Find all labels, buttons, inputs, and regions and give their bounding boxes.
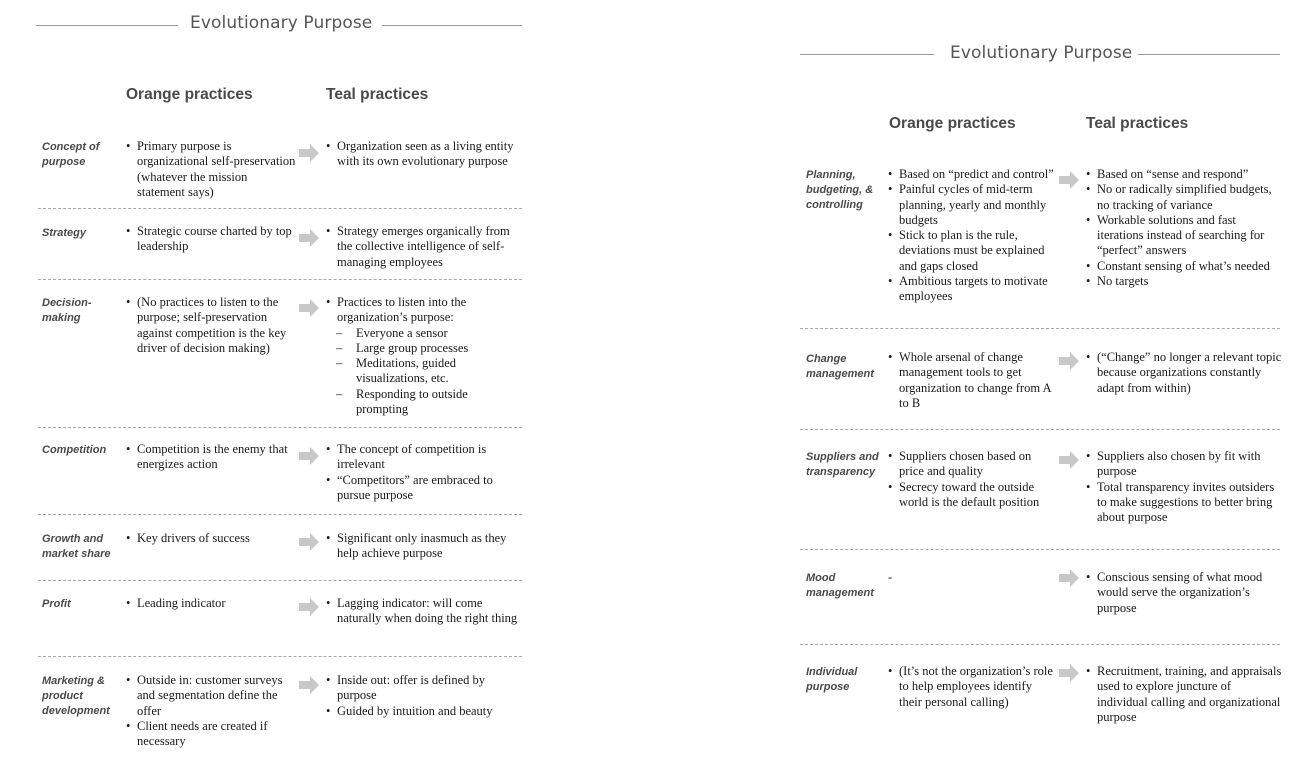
teal-cell-competition [326,442,522,503]
orange-practices-header: Orange practices [889,115,1016,132]
panel-title: Evolutionary Purpose [950,43,1133,63]
arrow-icon [1059,171,1079,189]
teal-cell-profit [326,596,522,627]
sub-list-item: – Large group processes [336,341,522,356]
arrow-icon [1059,352,1079,370]
empty-dash: - [888,570,893,584]
list-item: • Workable solutions and fast iterations instead of searching for “perfect” answers [1086,213,1282,259]
row-divider [38,279,522,280]
row-divider [38,208,522,209]
row-label-concept-of-purpose: Concept of purpose [42,141,100,168]
list-item: • Total transparency invites outsiders to make suggestions to better bring about purpose [1086,480,1282,526]
arrow-icon [299,299,319,317]
list-item: • Organization seen as a living entity with its own evolutionary purpose [326,139,522,170]
list-item: • Recruitment, training, and appraisals used to explore juncture of individual calling and organizational purpose [1086,664,1282,725]
sub-list-item: – Meditations, guided visualizations, etc. [336,356,522,387]
orange-cell-individual-purpose [888,664,1056,710]
row-label-decision-making: Decision-making [42,297,92,324]
list-item: • Significant only inasmuch as they help achieve purpose [326,531,522,562]
list-item: • Painful cycles of mid-term planning, yearly and monthly budgets [888,182,1056,228]
row-label-individual-purpose: Individual purpose [806,666,858,693]
list-item: • Leading indicator [126,596,296,611]
row-divider [800,549,1280,550]
list-item: • Outside in: customer surveys and segmentation define the offer [126,673,296,719]
list-item: • No or radically simplified budgets, no tracking of variance [1086,182,1282,213]
teal-practices-header: Teal practices [1086,115,1189,132]
row-label-competition: Competition [42,444,107,456]
teal-cell-suppliers [1086,449,1282,525]
list-item: • Whole arsenal of change management tools to get organization to change from A to B [888,350,1056,411]
arrow-icon [299,447,319,465]
orange-cell-growth-and-market-share [126,531,296,546]
row-label-suppliers-and-transparency: Suppliers and transparency [806,451,879,478]
list-item: • Secrecy toward the outside world is the default position [888,480,1056,511]
list-item: • Strategy emerges organically from the collective intelligence of self-managing employees [326,224,522,270]
row-label-planning-budgeting-controlling: Planning, budgeting, & controlling [806,169,874,211]
arrow-icon [299,144,319,162]
orange-cell-mood-management [888,570,1056,585]
arrow-icon [1059,569,1079,587]
row-label-mood-management: Mood management [806,572,874,599]
row-label-strategy: Strategy [42,227,87,239]
orange-cell-profit [126,596,296,611]
teal-cell-marketing-product-development [326,673,522,719]
row-label-marketing-product-development: Marketing & product development [42,675,110,717]
list-item: • Competition is the enemy that energizes action [126,442,296,473]
orange-cell-concept-of-purpose [126,139,296,200]
list-item: • Key drivers of success [126,531,296,546]
orange-cell-planning [888,167,1056,305]
row-divider [800,328,1280,329]
list-item: • Conscious sensing of what mood would serve the organization’s purpose [1086,570,1282,616]
arrow-icon [299,533,319,551]
row-divider [800,429,1280,430]
teal-cell-change-management [1086,350,1282,396]
list-item: • Primary purpose is organizational self-preservation (whatever the mission statement says) [126,139,296,200]
list-item: • Based on “predict and control” [888,167,1056,182]
arrow-icon [299,598,319,616]
orange-cell-marketing-product-development [126,673,296,749]
teal-cell-mood-management [1086,570,1282,616]
list-item: • (It’s not the organization’s role to help employees identify their personal calling) [888,664,1056,710]
teal-cell-concept-of-purpose [326,139,522,170]
sub-list-item: – Responding to outside prompting [336,387,522,418]
arrow-icon [299,229,319,247]
list-item: • Inside out: offer is defined by purpose [326,673,522,704]
arrow-icon [1059,664,1079,682]
list-item: • Suppliers chosen based on price and quality [888,449,1056,480]
title-rule-right [382,25,522,26]
list-item: • Client needs are created if necessary [126,719,296,750]
orange-cell-decision-making [126,295,296,356]
row-divider [38,580,522,581]
orange-cell-suppliers [888,449,1056,510]
teal-cell-individual-purpose [1086,664,1282,725]
sub-list-item: – Everyone a sensor [336,326,522,341]
row-label-profit: Profit [42,598,71,610]
teal-cell-growth-and-market-share [326,531,522,562]
list-item: • Suppliers also chosen by fit with purpose [1086,449,1282,480]
list-item: • (“Change” no longer a relevant topic because organizations constantly adapt from within) [1086,350,1282,396]
orange-practices-header: Orange practices [126,86,253,103]
list-item: • Practices to listen into the organization’s purpose: [326,295,522,326]
teal-practices-header: Teal practices [326,86,429,103]
arrow-icon [299,676,319,694]
arrow-icon [1059,451,1079,469]
list-item: • Guided by intuition and beauty [326,704,522,719]
row-divider [800,644,1280,645]
orange-cell-strategy [126,224,296,255]
list-item: • (No practices to listen to the purpose; self-preservation against competition is the key driver of decision making) [126,295,296,356]
list-item: • Stick to plan is the rule, deviations must be explained and gaps closed [888,228,1056,274]
row-label-growth-and-market-share: Growth and market share [42,533,111,560]
list-item: • “Competitors” are embraced to pursue purpose [326,473,522,504]
list-item: • Strategic course charted by top leadership [126,224,296,255]
row-divider [38,656,522,657]
title-rule-left [800,54,934,55]
row-label-change-management: Change management [806,353,874,380]
list-item: • The concept of competition is irrelevant [326,442,522,473]
orange-cell-competition [126,442,296,473]
title-rule-right [1138,54,1280,55]
list-item: • Based on “sense and respond” [1086,167,1282,182]
title-rule-left [36,25,178,26]
orange-cell-change-management [888,350,1056,411]
list-item: • Constant sensing of what’s needed [1086,259,1282,274]
panel-title: Evolutionary Purpose [190,13,373,33]
row-divider [38,427,522,428]
list-item: • No targets [1086,274,1282,289]
list-item: • Ambitious targets to motivate employees [888,274,1056,305]
teal-cell-strategy [326,224,522,270]
teal-cell-decision-making [326,295,522,417]
teal-cell-planning [1086,167,1282,289]
list-item: • Lagging indicator: will come naturally when doing the right thing [326,596,522,627]
row-divider [38,514,522,515]
